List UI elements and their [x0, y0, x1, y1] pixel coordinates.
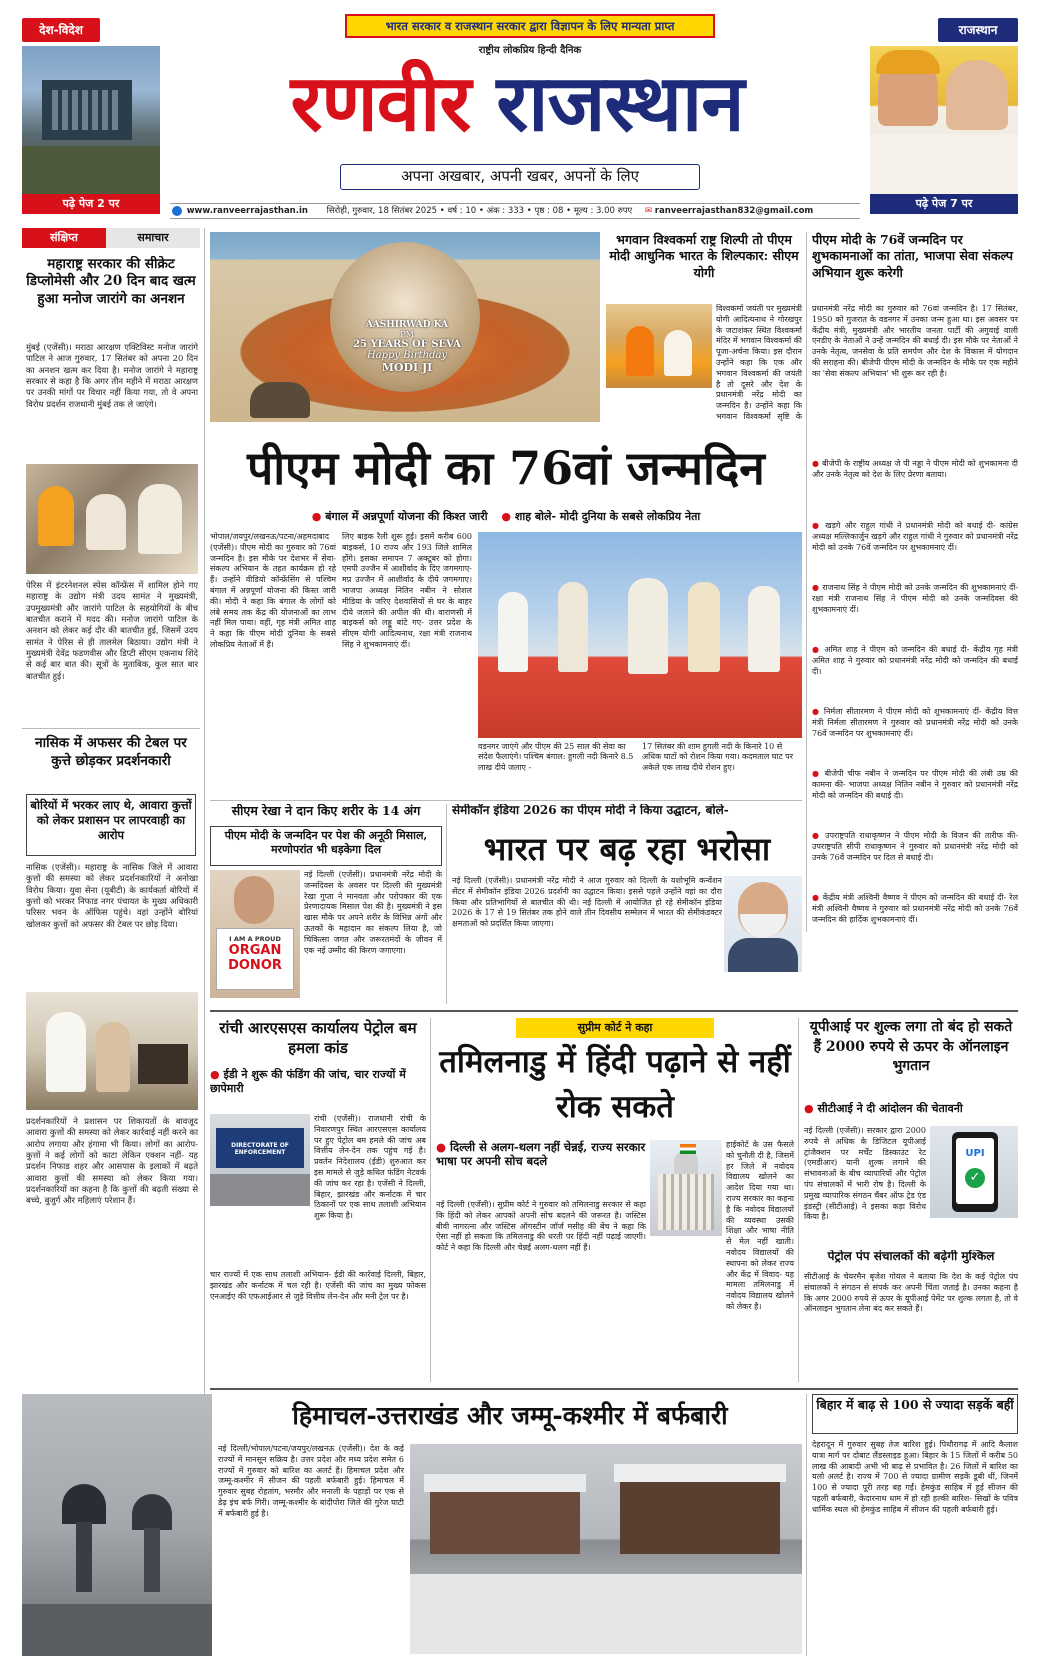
right-col-item: ● बीजेपी के राष्ट्रीय अध्यक्ष जे पी नड्डा ने पीएम मोदी को शुभकामना दी और उनके नेतृत्व को देश के लिए प्रेरणा बताया।: [812, 458, 1018, 479]
right-promo-photo: [870, 46, 1018, 194]
jarange-photo: [26, 464, 198, 574]
ranchi-story: [210, 1018, 426, 1382]
upi-story: [804, 1018, 1018, 1382]
sidebar-story2-subheadline: बोरियों में भरकर लाए थे, आवारा कुत्तों को लेकर प्रशासन पर लापरवाही का आरोप: [30, 798, 192, 842]
tamilnadu-kicker-text: सुप्रीम कोर्ट ने कहा: [577, 1021, 653, 1034]
left-section-tab: [22, 18, 100, 42]
right-col-item: ● निर्मला सीतारमण ने पीएम मोदी को शुभकामनाएं दीं- केंद्रीय वित्त मंत्री निर्मला सीतारमण ने गुरुवार को प्रधानमंत्री नरेंद्र मोदी को उनके 76वें जन्मदिन पर शुभकामनाएं दीं।: [812, 706, 1018, 738]
right-col-item: ● खड़गे और राहुल गांधी ने प्रधानमंत्री मोदी को बधाई दी- कांग्रेस अध्यक्ष मल्लिकार्जुन खड़गे और राहुल गांधी ने गुरुवार को प्रधानमंत्री नरेंद्र मोदी को उनके 76वें जन्मदिन पर शुभकामनाएं दीं।: [812, 520, 1018, 552]
right-col-item: ● उपराष्ट्रपति राधाकृष्णन ने पीएम मोदी के विजन की तारीफ की- उपराष्ट्रपति सीपी राधाकृष्णन ने गुरुवार को प्रधानमंत्री नरेंद्र मोदी को उनके 76वें जन्मदिन पर दिल से बधाई दी।: [812, 830, 1018, 862]
right-col-item-text: उपराष्ट्रपति राधाकृष्णन ने पीएम मोदी के विजन की तारीफ की- उपराष्ट्रपति सीपी राधाकृष्णन ने गुरुवार को प्रधानमंत्री नरेंद्र मोदी को उनके 76वें जन्मदिन पर दिल से बधाई दी।: [812, 831, 1018, 862]
yogi-headline: भगवान विश्वकर्मा राष्ट्र शिल्पी तो पीएम मोदी आधुनिक भारत के शिल्पकार: सीएम योगी: [609, 232, 799, 280]
sand-text-line5: MODI JI: [381, 361, 433, 374]
cm-rekha-sub-box: [210, 826, 442, 866]
check-icon: ✓: [965, 1168, 985, 1188]
sand-art-photo: [210, 232, 600, 422]
sidebar-tabs: [22, 228, 200, 248]
sidebar-story1-body1: मुंबई (एजेंसी)। मराठा आरक्षण एक्टिविस्ट मनोज जारांगे पाटिल ने आज गुरुवार, 17 सितंबर को अपना 20 दिन का अनशन खत्म कर दिया है। मनोज जारांगे ने महाराष्ट्र सरकार से कहा है कि अगर तीन महीने में मराठा आरक्षण पर उनकी मांगों पर विचार नहीं किया गया, तो वे अपना विरोध प्रदर्शन राजधानी मुंबई तक ले जाएंगे।: [26, 342, 198, 409]
cm-rekha-sub: पीएम मोदी के जन्मदिन पर पेश की अनूठी मिसाल, मरणोपरांत भी धड़केगा दिल: [224, 829, 428, 857]
sidebar-story2-headline: नासिक में अफसर की टेबल पर कुत्ते छोड़कर प्रदर्शनकारी: [35, 735, 187, 770]
yogi-body: विश्वकर्मा जयंती पर मुख्यमंत्री योगी आदित्यनाथ ने गोरखपुर के जटाशंकर स्थित विश्वकर्मा मंदिर में भगवान विश्वकर्मा की पूजा-अर्चना किया। इस दौरान उन्होंने कहा कि एक और भगवान विश्वकर्मा की जयंती है तो दूसरे और देश के प्रधानमंत्री नरेंद्र मोदी का जन्मदिन है। उन्होंने कहा कि भगवान विश्वकर्मा सृष्टि के: [716, 304, 802, 421]
title-part1: रणवीर: [290, 59, 471, 149]
upi-logo-text: UPI: [965, 1148, 985, 1159]
placard-line1: I AM A PROUD: [229, 935, 281, 943]
snow-headline: हिमाचल-उत्तराखंड और जम्मू-कश्मीर में बर्फबारी: [292, 1401, 728, 1430]
masthead: [0, 0, 1039, 222]
ranchi-body1: रांची (एजेंसी)। राजधानी रांची के निवारणपुर स्थित आरएसएस कार्यालय पर हुए पेट्रोल बम हमले की जांच अब वित्तीय लेन-देन तक पहुंच गई है। प्रवर्तन निदेशालय (ईडी) शुरुआत कर इस मामले से जुड़े कथित फंडिंग नेटवर्क की जांच कर रहा है। एजेंसी ने दिल्ली, बिहार, झारखंड और कर्नाटक में चार ठिकानों पर एक साथ तलाशी अभियान शुरू किया है।: [314, 1114, 426, 1221]
recognition-text: भारत सरकार व राजस्थान सरकार द्वारा विज्ञापन के लिए मान्यता प्राप्त: [385, 19, 675, 33]
slogan: अपना अखबार, अपनी खबर, अपनों के लिए: [401, 167, 639, 185]
right-section-tab: [938, 18, 1018, 42]
main-bullet1: बंगाल में अन्नपूर्णा योजना की किश्त जारी: [325, 510, 488, 523]
right-promo-bar: [870, 194, 1018, 214]
main-bullets: ● बंगाल में अन्नपूर्णा योजना की किश्त जारी ● शाह बोले- मोदी दुनिया के सबसे लोकप्रिय नेता: [311, 510, 701, 523]
right-col-item-text: अमित शाह ने पीएम को जन्मदिन की बधाई दी- केंद्रीय गृह मंत्री अमित शाह ने गुरुवार को प्रधानमंत्री नरेंद्र मोदी को जन्मदिन की बधाई दी।: [812, 645, 1018, 676]
sidebar-story1-body2: पेरिस में इंटरनेशनल स्पेस कॉन्फ्रेंस में शामिल होने गए महाराष्ट्र के उद्योग मंत्री उदय सामंत ने मुख्यमंत्री, उपमुख्यमंत्री और जारांगे पाटिल के सहयोगियों के बीच बातचीत कराने में मदद की। मनोज जारांगे पाटिल के अनशन को लेकर कई दौर की बातचीत हुई, जिसमें उदय सामंत ने पेरिस से ही तालमेल बिठाया। उद्योग मंत्री ने मुख्यमंत्री देवेंद्र फडणवीस और डिप्टी सीएम एकनाथ शिंदे से कई बार बात की। सूत्रों के मुताबिक, कुल सात बार बातचीत हुई।: [26, 580, 198, 681]
tamilnadu-body2: हाईकोर्ट के उस फैसले को चुनौती दी है, जिसमें हर जिले में नवोदय विद्यालय खोलने का आदेश दिया गया था। राज्य सरकार का कहना है कि नवोदय विद्यालयों की व्यवस्था उसकी शिक्षा और भाषा नीति से मेल नहीं खाती। नवोदय विद्यालयों की स्थापना को लेकर राज्य और केंद्र में विवाद- यह मामला तमिलनाडु में नवोदय विद्यालय खोलने को लेकर है।: [726, 1140, 794, 1311]
right-col-item-text: राजनाथ सिंह ने पीएम मोदी को उनके जन्मदिन की शुभकामनाएं दीं- रक्षा मंत्री राजनाथ सिंह ने पीएम मोदी को उनके जन्मदिवस की शुभकामनाएं दीं।: [812, 583, 1018, 614]
upi-body2: सीटीआई के चेयरमैन बृजेश गोयल ने बताया कि देश के कई पेट्रोल पंप संचालकों ने संगठन से संपर्क कर अपनी चिंता जताई है। उनका कहना है कि अगर 2000 रुपये से ऊपर के यूपीआई पेमेंट पर शुल्क लगता है, तो वे ऑनलाइन भुगतान लेना बंद कर सकते हैं।: [804, 1272, 1018, 1314]
semicon-story: [452, 804, 802, 1004]
right-col-item-text: निर्मला सीतारमण ने पीएम मोदी को शुभकामनाएं दीं- केंद्रीय वित्त मंत्री निर्मला सीतारमण ने गुरुवार को प्रधानमंत्री नरेंद्र मोदी को उनके 76वें जन्मदिन पर शुभकामनाएं दीं।: [812, 707, 1018, 738]
ed-sign-text: DIRECTORATE OF ENFORCEMENT: [231, 1142, 289, 1157]
sidebar-story2-body1: नासिक (एजेंसी)। महाराष्ट्र के नासिक जिले में आवारा कुत्तों की समस्या को लेकर प्रदर्शनकारियों ने अनोखा विरोध किया। युवा सेना (यूबीटी) के कार्यकर्ता बोरियों में कुत्तों को भरकर निफाड नगर पंचायत के मुख्य अधिकारी परिसर भवन के ऑफिस पहुंचे। वहां उन्होंने बोरियां खोलकर कुत्तों को अफसर की टेबल पर छोड़ दिया।: [26, 862, 198, 929]
title-part2: राजस्थान: [496, 59, 744, 149]
main-bullet2: शाह बोले- मोदी दुनिया के सबसे लोकप्रिय नेता: [514, 510, 701, 523]
tagline-top: राष्ट्रीय लोकप्रिय हिन्दी दैनिक: [478, 45, 582, 56]
sidebar-story2-body2: प्रदर्शनकारियों ने प्रशासन पर शिकायतों के बावजूद आवारा कुत्तों की समस्या को लेकर कार्रवाई नहीं करने का आरोप लगाया और हंगामा भी किया। लोगों का आरोप- कुत्तों ने कई लोगों को काटा लेकिन एक्शन नहीं- यह प्रदर्शन निफाड शहर और आसपास के इलाकों में बढ़ते आवारा कुत्तों की समस्या को लेकर किया गया। प्रदर्शनकारियों का कहना है कि कुत्तों की बढ़ती संख्या से बच्चे, बुजुर्ग और महिलाएं परेशान हैं।: [26, 1116, 198, 1206]
left-promo-photo: [22, 46, 160, 194]
semicon-headline: सेमीकॉन इंडिया 2026 का पीएम मोदी ने किया उद्घाटन, बोले-: [452, 804, 729, 817]
bihar-body: देहरादून में गुरुवार सुबह तेज बारिश हुई। पिथौरागढ़ में आदि कैलाश यात्रा मार्ग पर दोबाट लैंडस्लाइड हुआ। बिहार के 15 जिलों में करीब 50 लाख की आबादी अभी भी बाढ़ से प्रभावित है। 26 जिलों में बारिश का यलो अलर्ट है। राज्य में 700 से ज्यादा ग्रामीण सड़कें डूबी थीं, जिनमें 100 से ज्यादा पूरी तरह बह गईं। हेमकुंड साहिब में हुई सीजन की पहली बर्फबारी, केदारनाथ धाम में हो रही हल्की बारिश- सिखों के पवित्र धार्मिक स्थल श्री हेमकुंड साहिब में सीजन की पहली बर्फबारी हुई।: [812, 1440, 1018, 1514]
snow-body: नई दिल्ली/भोपाल/पटना/जयपुर/लखनऊ (एजेंसी)। देश के कई राज्यों में मानसून सक्रिय है। उत्तर प्रदेश और मध्य प्रदेश समेत 6 राज्यों में गुरुवार को बारिश का अलर्ट है। हिमाचल प्रदेश और जम्मू-कश्मीर में सीजन की पहली बर्फबारी हुई। हिमाचल में गुरुवार सुबह रोहतांग, भरमौर और मनाली के पहाड़ों पर एक से डेढ़ इंच बर्फ गिरी। जम्मू-कश्मीर के बांदीपोरा जिले की गुरेज घाटी में बर्फबारी हुई है।: [218, 1444, 404, 1518]
right-col-list: [812, 458, 1018, 948]
tamilnadu-bullet-text: दिल्ली से अलग-थलग नहीं चेन्नई, राज्य सरकार भाषा पर अपनी सोच बदले: [436, 1140, 646, 1169]
right-column: [812, 232, 1018, 1002]
semicon-big: भारत पर बढ़ रहा भरोसा: [483, 830, 771, 868]
tamilnadu-headline: तमिलनाडु में हिंदी पढ़ाने से नहीं रोक सकते: [439, 1044, 791, 1125]
photo-caption1: वडनगर जाएंगे और पीएम की 25 साल की सेवा का संदेश फैलाएंगे। पश्चिम बंगाल: हुगली नदी किनारे 8.5 लाख दीये जलाए -: [478, 742, 634, 772]
organ-donor-placard: [216, 928, 294, 990]
upi-subhead: पेट्रोल पंप संचालकों की बढ़ेगी मुश्किल: [827, 1250, 995, 1263]
tamilnadu-bullet: ● दिल्ली से अलग-थलग नहीं चेन्नई, राज्य सरकार भाषा पर अपनी सोच बदले: [436, 1140, 646, 1169]
ranchi-bullet-text: ईडी ने शुरू की फंडिंग की जांच, चार राज्यों में छापेमारी: [210, 1068, 406, 1095]
upi-bullet-text: सीटीआई ने दी आंदोलन की चेतावनी: [817, 1102, 963, 1115]
tab-samachar: समाचार: [106, 228, 200, 248]
bihar-headline-box: [812, 1394, 1018, 1434]
yogi-body-continued: [606, 392, 802, 426]
tamilnadu-kicker: [516, 1018, 714, 1038]
photo-caption2: 17 सितंबर की शाम हुगली नदी के किनारे 10 से अधिक घाटों को रोशन किया गया। कदमताल घाट पर अकेले एक लाख दीये रोशन हुए।: [642, 742, 793, 772]
sand-art-text: [322, 320, 492, 374]
newspaper-title: [172, 44, 862, 164]
tab-sankshipt: संक्षिप्त: [22, 228, 106, 248]
lead-body-col2: लिए बाइक रैली शुरू हुई। इसमें करीब 600 बाइकर्स, 10 राज्य और 193 जिले शामिल होंगे। इसका समापन 7 अक्टूबर को होगा। एमपी उज्जैन में आशीर्वाद के दिए जगमगाए- मप्र उज्जैन में आशीर्वाद के दीये जगमगाए। भाजपा अध्यक्ष नितिन नबीन ने सोशल मीडिया के जरिए देशवासियों से घर के बाहर दीये जलाने की अपील की थी। वाराणसी में बाइकर्स को लड्डू बांटे गए- उत्तर प्रदेश के सीएम योगी आदित्यनाथ, रक्षा मंत्री राजनाथ सिंह ने शुभकामनाएं दीं।: [342, 532, 472, 649]
sidebar-story1-headline: महाराष्ट्र सरकार की सीक्रेट डिप्लोमेसी और 20 दिन बाद खत्म हुआ मनोज जारांगे का अनशन: [26, 256, 196, 307]
edition-details: सिरोही, गुरुवार, 18 सितंबर 2025 • वर्ष : 10 • अंक : 333 • पृष्ठ : 08 • मूल्य : 3.00 रुपए: [326, 206, 633, 216]
bihar-headline: बिहार में बाढ़ से 100 से ज्यादा सड़कें बहीं: [816, 1397, 1014, 1412]
right-col-item: ● बीजेपी चीफ नबीन ने जन्मदिन पर पीएम मोदी की लंबी उम्र की कामना की- भाजपा अध्यक्ष नितिन नबीन ने गुरुवार को प्रधानमंत्री नरेंद्र मोदी को जन्मदिन की बधाई दी।: [812, 768, 1018, 800]
tamilnadu-story: [436, 1018, 794, 1382]
pm-modi-photo: [724, 876, 802, 972]
main-headline: पीएम मोदी का 76वां जन्मदिन: [247, 441, 765, 495]
lead-body-col1: भोपाल/जयपुर/लखनऊ/पटना/अहमदाबाद (एजेंसी)। पीएम मोदी का गुरुवार को 76वां जन्मदिन है। इस मौके पर देशभर में सेवा-संकल्प अभियान के तहत कार्यक्रम हो रहे हैं। उन्होंने वीडियो कॉन्फ्रेंसिंग से पश्चिम बंगाल में अन्नपूर्णा योजना की किस्त जारी की। मोदी ने कहा कि बंगाल के लोगों को लंबे समय तक केंद्र की योजनाओं का लाभ नहीं मिल पाया। वहीं, गृह मंत्री अमित शाह ने कहा कि पीएम मोदी दुनिया के सबसे लोकप्रिय नेताओं में हैं।: [210, 532, 336, 649]
sand-text-line3: 25 YEARS OF SEVA: [353, 339, 461, 350]
globe-icon: [172, 206, 182, 216]
mail-icon: ✉: [644, 206, 653, 216]
cm-rekha-story: [210, 804, 442, 1004]
ranchi-headline: रांची आरएसएस कार्यालय पेट्रोल बम हमला कांड: [219, 1019, 417, 1058]
email-link[interactable]: ranveerrajasthan832@gmail.com: [654, 206, 814, 216]
slogan-box: [340, 164, 700, 190]
upi-body1: नई दिल्ली (एजेंसी)। सरकार द्वारा 2000 रुपये से अधिक के डिजिटल यूपीआई ट्रांजैक्शन पर मर्चेंट डिस्काउंट रेट (एमडीआर) यानी शुल्क लगाने की संभावनाओं के बीच व्यापारियों और पेट्रोल पंप संचालकों में भारी रोष है। दिल्ली के प्रमुख व्यापारिक संगठन चैंबर ऑफ ट्रेड एंड इंडस्ट्री (सीटीआई) ने इसका कड़ा विरोध किया है।: [804, 1126, 926, 1222]
right-col-item: ● राजनाथ सिंह ने पीएम मोदी को उनके जन्मदिन की शुभकामनाएं दीं- रक्षा मंत्री राजनाथ सिंह ने पीएम मोदी को उनके जन्मदिवस की शुभकामनाएं दीं।: [812, 582, 1018, 614]
left-promo-label: पढ़े पेज 2 पर: [62, 197, 120, 210]
website-link[interactable]: www.ranveerrajasthan.in: [186, 206, 308, 216]
right-col-item-text: बीजेपी के राष्ट्रीय अध्यक्ष जे पी नड्डा ने पीएम मोदी को शुभकामना दी और उनके नेतृत्व को देश के लिए प्रेरणा बताया।: [812, 459, 1018, 479]
right-col-headline: पीएम मोदी के 76वें जन्मदिन पर शुभकामनाओं का तांता, भाजपा सेवा संकल्प अभियान शुरू करेगी: [812, 232, 1014, 280]
cm-rekha-body: नई दिल्ली (एजेंसी)। प्रधानमंत्री नरेंद्र मोदी के जन्मदिवस के अवसर पर दिल्ली की मुख्यमंत्री रेखा गुप्ता ने मानवता और परोपकार की एक प्रेरणादायक मिसाल पेश की है। मुख्यमंत्री ने इस खास मौके पर अपने शरीर के विभिन्न अंगों और ऊतकों के महादान का संकल्प लिया है, जो चिकित्सा जगत और जरूरतमंदों के जीवन में एक नई उम्मीद की किरण जगाएगा।: [304, 870, 442, 955]
tamilnadu-body1: नई दिल्ली (एजेंसी)। सुप्रीम कोर्ट ने गुरुवार को तमिलनाडु सरकार से कहा कि हिंदी को लेकर आपको अपनी सोच बदलने की जरूरत है। जस्टिस बीवी नागरत्ना और जस्टिस ऑगस्टीन जॉर्ज मसीह की बेंच ने कहा कि ऐसा नहीं हो सकता कि तमिलनाडु की धरती पर हिंदी नहीं पढ़ाई जाएगी। कोर्ट ने कहा कि दिल्ली और चेन्नई अलग-थलग नहीं हैं।: [436, 1200, 646, 1253]
left-promo-bar: [22, 194, 160, 214]
sand-text-line2: PM: [400, 330, 414, 339]
right-promo-label: पढ़े पेज 7 पर: [915, 197, 973, 210]
upi-bullet: ● सीटीआई ने दी आंदोलन की चेतावनी: [804, 1102, 963, 1115]
snow-photo: [410, 1444, 802, 1654]
organ-donor-photo: [210, 870, 300, 998]
placard-line3: DONOR: [228, 958, 282, 973]
right-col-item: ● अमित शाह ने पीएम को जन्मदिन की बधाई दी- केंद्रीय गृह मंत्री अमित शाह ने गुरुवार को प्रधानमंत्री नरेंद्र मोदी को जन्मदिन की बधाई दी।: [812, 644, 1018, 676]
info-bar: [170, 203, 860, 219]
snow-story: [218, 1394, 802, 1656]
recognition-banner: [345, 14, 715, 38]
rain-photo: [22, 1394, 212, 1656]
ranchi-body2: चार राज्यों में एक साथ तलाशी अभियान- ईडी की कार्रवाई दिल्ली, बिहार, झारखंड और कर्नाटक में चल रही है। एजेंसी की जांच का मुख्य फोकस एनआईए की एफआईआर से जुड़े वित्तीय लेन-देन और मनी ट्रेल पर है।: [210, 1270, 426, 1301]
bihar-story: [812, 1394, 1018, 1656]
left-tab-label: देश-विदेश: [39, 23, 83, 37]
right-col-item-text: बीजेपी चीफ नबीन ने जन्मदिन पर पीएम मोदी की लंबी उम्र की कामना की- भाजपा अध्यक्ष नितिन नबीन ने गुरुवार को प्रधानमंत्री नरेंद्र मोदी को जन्मदिन की बधाई दी।: [812, 769, 1018, 800]
ranchi-bullet: ● ईडी ने शुरू की फंडिंग की जांच, चार राज्यों में छापेमारी: [210, 1068, 406, 1095]
semicon-body: नई दिल्ली (एजेंसी)। प्रधानमंत्री नरेंद्र मोदी ने आज गुरुवार को दिल्ली के यशोभूमि कन्वेंशन सेंटर में सेमीकॉन इंडिया 2026 प्रदर्शनी का उद्घाटन किया। इससे पहले उन्होंने वहां का दौरा किया और प्रतिभागियों से बातचीत की थी। नई दिल्ली में आयोजित हो रहे सेमीकॉन इंडिया 2026 के 17 से 19 सितंबर तक होने वाले तीन दिवसीय सम्मेलन में भारत की सेमीकंडक्टर क्षमताओं को प्रदर्शित किया जाएगा।: [452, 876, 722, 929]
placard-line2: ORGAN: [228, 943, 282, 958]
right-col-item: ● केंद्रीय मंत्री अश्विनी वैष्णव ने पीएम को जन्मदिन की बधाई दी- रेल मंत्री अश्विनी वैष्णव ने गुरुवार को प्रधानमंत्री नरेंद्र मोदी को उनके 76वें जन्मदिन की हार्दिक शुभकामनाएं दीं।: [812, 892, 1018, 924]
right-tab-label: राजस्थान: [958, 23, 998, 37]
right-col-body: प्रधानमंत्री नरेंद्र मोदी का गुरुवार को 76वां जन्मदिन है। 17 सितंबर, 1950 को गुजरात के वडनगर में उनका जन्म हुआ था। इस अवसर पर केंद्रीय मंत्री, मुख्यमंत्री और भारतीय जनता पार्टी की अगुवाई वाली एनडीए के नेताओं ने उन्हें जन्मदिन की बधाई दी। इस मौके पर नेताओं ने उनके नेतृत्व, जनसेवा के प्रति समर्पण और देश के विकास में योगदान की सराहना की। बीजेपी पीएम मोदी के जन्मदिन के मौके पर एक महीने का 'सेवा संकल्प अभियान' भी शुरू कर रही है।: [812, 304, 1018, 378]
sidebar-story2-sub: [26, 794, 196, 856]
cm-rekha-headline: सीएम रेखा ने दान किए शरीर के 14 अंग: [231, 804, 421, 818]
dogs-protest-photo: [26, 992, 198, 1110]
sand-text-line4: Happy Birthday: [366, 350, 448, 361]
upi-headline: यूपीआई पर शुल्क लगा तो बंद हो सकते हैं 2000 रुपये से ऊपर के ऑनलाइन भुगतान: [809, 1019, 1013, 1075]
right-col-item-text: खड़गे और राहुल गांधी ने प्रधानमंत्री मोदी को बधाई दी- कांग्रेस अध्यक्ष मल्लिकार्जुन खड़गे और राहुल गांधी ने गुरुवार को प्रधानमंत्री नरेंद्र मोदी को उनके 76वें जन्मदिन पर शुभकामनाएं दीं।: [812, 521, 1018, 552]
right-col-item-text: केंद्रीय मंत्री अश्विनी वैष्णव ने पीएम को जन्मदिन की बधाई दी- रेल मंत्री अश्विनी वैष्णव ने गुरुवार को प्रधानमंत्री नरेंद्र मोदी को उनके 76वें जन्मदिन की हार्दिक शुभकामनाएं दीं।: [812, 893, 1018, 924]
amit-shah-photo: [478, 532, 802, 738]
sand-text-line1: AASHIRWAD KA: [365, 320, 449, 330]
